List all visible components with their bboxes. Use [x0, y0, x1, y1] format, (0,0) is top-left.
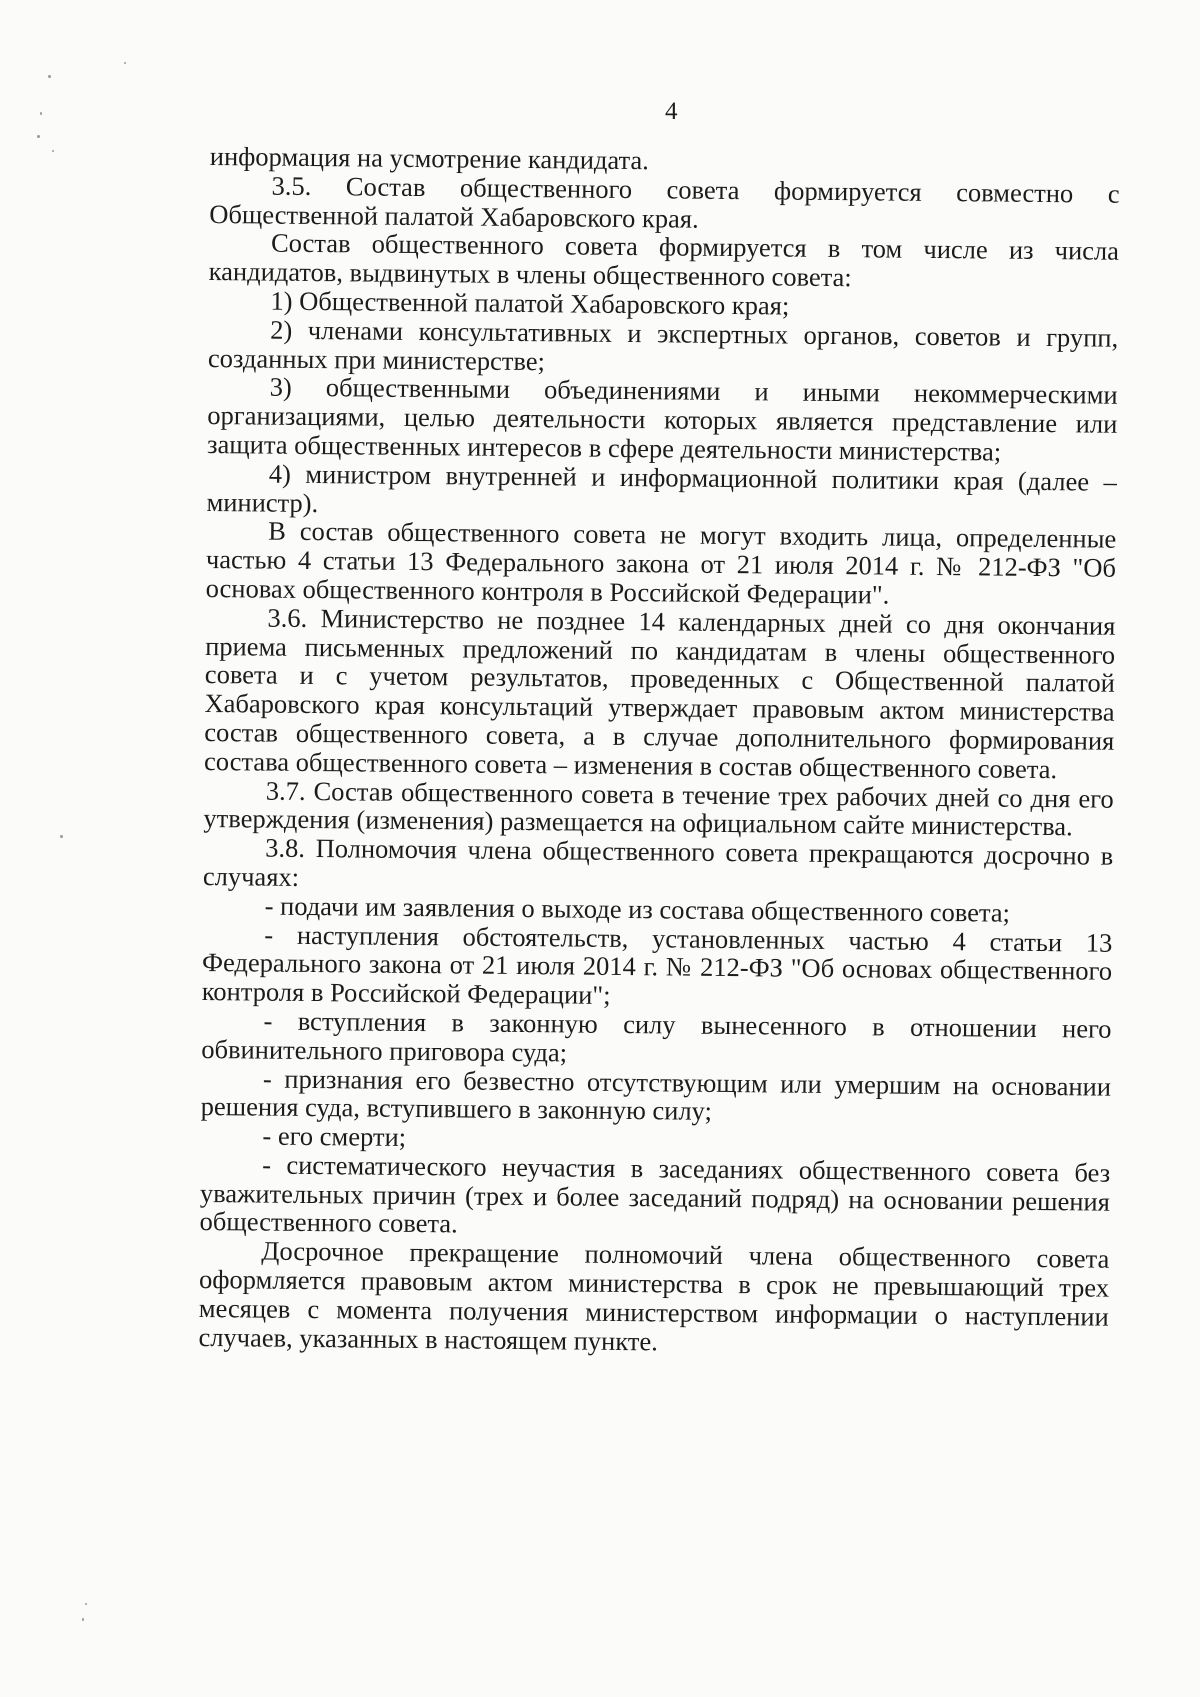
list-item: - подачи им заявления о выходе из состава общественного совета;	[264, 890, 1011, 928]
list-item: - признания его безвестно отсутствующим или умершим на основании решения суда, вступившего в законную силу;	[200, 1063, 1112, 1127]
scan-speck	[40, 112, 42, 115]
list-item: 2) членами консультативных и экспертных органов, советов и групп, созданных при министерстве;	[207, 314, 1119, 376]
list-item: - наступления обстоятельств, установленных частью 4 статьи 13 Федерального закона от 21 июля 2014 г. № 212-ФЗ "Об основах общественного контроля в Российской Федерации";	[201, 919, 1113, 1010]
paragraph: В состав общественного совета не могут входить лица, определенные частью 4 статьи 13 Федерального закона от 21 июля 2014 г. № 212-ФЗ "Об основах общественного контроля в Российской Федерации".	[205, 515, 1117, 610]
scan-speck	[37, 135, 40, 138]
paragraph: 3.6. Министерство не позднее 14 календарных дней со дня окончания приема письменных предложений по кандидатам в члены общественного совета и с учетом результатов, проведенных с Общественной палатой Хабаровского края консультаций утверждает правовым актом министерства состав общественного совета, а в случае дополнительного формирования состава общественного совета – изменения в состав общественного совета.	[203, 602, 1116, 784]
scan-speck	[60, 835, 63, 838]
scan-speck	[48, 75, 51, 78]
paragraph: 3.5. Состав общественного совета формируется совместно с Общественной палатой Хабаровского края.	[209, 170, 1120, 234]
paragraph: Досрочное прекращение полномочий члена общественного совета оформляется правовым актом министерства в срок не превышающий трех месяцев с момента получения министерством информации о наступлении случаев, указанных в настоящем пункте.	[198, 1235, 1110, 1357]
list-item: - его смерти;	[262, 1120, 407, 1153]
list-item: - вступления в законную силу вынесенного в отношении него обвинительного приговора суда;	[201, 1005, 1112, 1068]
page-number: 4	[665, 98, 678, 125]
scan-speck	[82, 1618, 84, 1621]
list-item: 4) министром внутренней и информационной политики края (далее – министр).	[206, 458, 1117, 518]
paragraph: Состав общественного совета формируется в том числе из числа кандидатов, выдвинутых в члены общественного совета:	[208, 227, 1120, 293]
list-item: 1) Общественной палатой Хабаровского края;	[270, 285, 790, 321]
scan-speck	[85, 1603, 87, 1605]
body-text	[198, 142, 1120, 1360]
list-item: - систематического неучастия в заседаниях общественного совета без уважительных причин (трех и более заседаний подряд) на основании решения общественного совета.	[199, 1149, 1111, 1239]
paragraph: 3.8. Полномочия члена общественного совета прекращаются досрочно в случаях:	[202, 832, 1114, 892]
paragraph: информация на усмотрение кандидата.	[209, 141, 650, 176]
list-item: 3) общественными объединениями и иными некоммерческими организациями, целью деятельности которых является представление или защита общественных интересов в сфере деятельности министерства;	[206, 371, 1118, 467]
paragraph: 3.7. Состав общественного совета в течение трех рабочих дней со дня его утверждения (изменения) размещается на официальном сайте министерства.	[203, 775, 1114, 842]
scan-speck	[124, 62, 126, 64]
scan-speck	[52, 150, 54, 152]
